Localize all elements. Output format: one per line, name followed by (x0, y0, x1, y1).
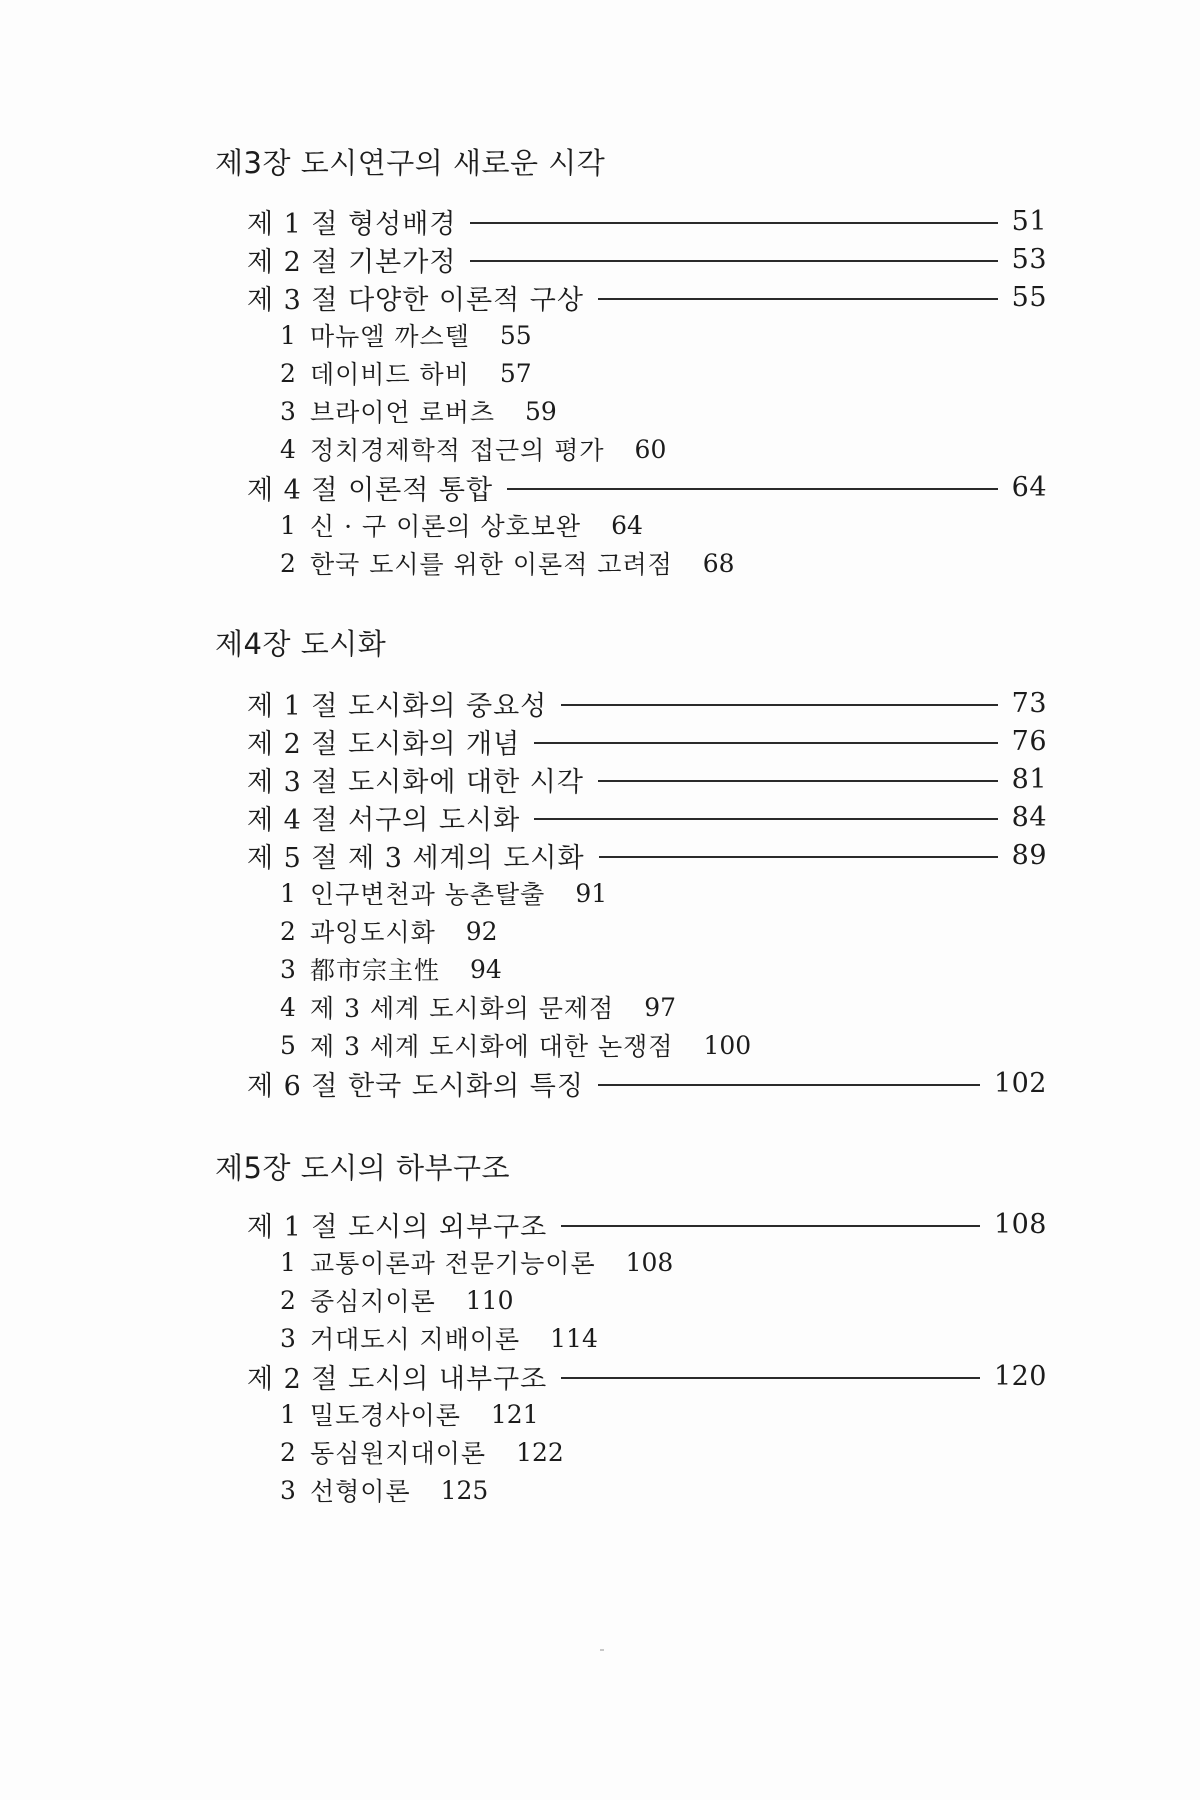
dot-leader-line (599, 856, 998, 858)
page-number: 68 (702, 548, 735, 578)
toc-section-entry[interactable] (247, 1357, 1047, 1395)
subsection-number: 3 (280, 396, 296, 426)
subsection-title: 인구변천과 농촌탈출 (310, 880, 546, 909)
page-number: 91 (575, 878, 608, 908)
toc-section-entry[interactable] (247, 278, 1047, 316)
toc-subsection-entry[interactable] (280, 1395, 539, 1433)
toc-subsection-entry[interactable] (280, 1281, 513, 1319)
subsection-number: 2 (280, 548, 296, 578)
toc-subsection-entry[interactable] (280, 430, 666, 468)
toc-section-entry[interactable] (247, 684, 1047, 722)
page-number: 55 (1011, 281, 1047, 313)
toc-subsection-entry[interactable] (280, 1026, 751, 1064)
subsection-title: 제 3 세계 도시화의 문제점 (310, 994, 615, 1023)
page-number: 120 (993, 1360, 1047, 1392)
subsection-title: 한국 도시를 위한 이론적 고려점 (310, 550, 673, 579)
toc-section-entry[interactable] (247, 468, 1047, 506)
chapter-title: 제3장 도시연구의 새로운 시각 (215, 146, 606, 180)
subsection-title: 신 · 구 이론의 상호보완 (310, 512, 582, 541)
toc-subsection-entry[interactable] (280, 316, 532, 354)
dot-leader-line (534, 742, 997, 744)
section-label: 제 4 절 서구의 도시화 (247, 804, 521, 836)
toc-section-entry[interactable] (247, 1064, 1047, 1102)
page-number: 110 (465, 1285, 514, 1315)
subsection-title: 거대도시 지배이론 (310, 1325, 521, 1354)
section-label: 제 3 절 도시화에 대한 시각 (247, 766, 584, 798)
chapter-title: 제4장 도시화 (215, 627, 387, 661)
subsection-number: 1 (280, 1247, 296, 1277)
page-number: 73 (1011, 687, 1047, 719)
page-number: 81 (1011, 763, 1047, 795)
section-label: 제 2 절 도시의 내부구조 (247, 1363, 548, 1395)
page-number: 55 (499, 320, 532, 350)
page-number: 84 (1011, 801, 1047, 833)
section-label: 제 2 절 도시화의 개념 (247, 728, 521, 760)
dot-leader-line (534, 818, 997, 820)
page-number: 108 (625, 1247, 674, 1277)
page-number: 97 (644, 992, 677, 1022)
page-number: 92 (465, 916, 498, 946)
page-number: 125 (440, 1475, 489, 1505)
subsection-number: 4 (280, 434, 296, 464)
page-number: 76 (1011, 725, 1047, 757)
section-label: 제 1 절 도시의 외부구조 (247, 1211, 548, 1243)
page-number: 102 (993, 1067, 1047, 1099)
toc-subsection-entry[interactable] (280, 1471, 488, 1509)
subsection-title: 과잉도시화 (310, 918, 436, 947)
dot-leader-line (561, 704, 997, 706)
subsection-title: 중심지이론 (310, 1287, 436, 1316)
section-label: 제 4 절 이론적 통합 (247, 474, 494, 506)
section-label: 제 2 절 기본가정 (247, 246, 457, 278)
subsection-number: 3 (280, 954, 296, 984)
dot-leader-line (598, 780, 998, 782)
toc-section-entry[interactable] (247, 1205, 1047, 1243)
toc-subsection-entry[interactable] (280, 1319, 598, 1357)
section-label: 제 1 절 형성배경 (247, 208, 457, 240)
page-number: 108 (993, 1208, 1047, 1240)
page-number: 59 (525, 396, 557, 426)
page-number: 89 (1011, 839, 1047, 871)
subsection-number: 2 (280, 1437, 296, 1467)
toc-subsection-entry[interactable] (280, 544, 735, 582)
page-number: 64 (611, 510, 643, 540)
page-number: 64 (1011, 471, 1047, 503)
subsection-number: 5 (280, 1030, 296, 1060)
page-number: 57 (499, 358, 532, 388)
scan-dust-mark (600, 1649, 604, 1651)
subsection-number: 4 (280, 992, 296, 1022)
dot-leader-line (598, 298, 998, 300)
toc-section-entry[interactable] (247, 798, 1047, 836)
page-number: 51 (1011, 205, 1047, 237)
subsection-number: 2 (280, 916, 296, 946)
toc-subsection-entry[interactable] (280, 988, 676, 1026)
toc-subsection-entry[interactable] (280, 874, 607, 912)
page-number: 114 (550, 1323, 598, 1353)
dot-leader-line (561, 1225, 980, 1227)
subsection-number: 3 (280, 1323, 296, 1353)
subsection-title: 都市宗主性 (310, 956, 441, 985)
toc-section-entry[interactable] (247, 760, 1047, 798)
toc-section-entry[interactable] (247, 836, 1047, 874)
section-label: 제 1 절 도시화의 중요성 (247, 690, 548, 722)
page-number: 122 (516, 1437, 564, 1467)
subsection-title: 교통이론과 전문기능이론 (310, 1249, 596, 1278)
toc-subsection-entry[interactable] (280, 1433, 564, 1471)
toc-subsection-entry[interactable] (280, 506, 643, 544)
chapter-title: 제5장 도시의 하부구조 (215, 1151, 511, 1185)
subsection-title: 데이비드 하비 (310, 360, 470, 389)
page-number: 53 (1011, 243, 1047, 275)
toc-subsection-entry[interactable] (280, 1243, 673, 1281)
toc-section-entry[interactable] (247, 722, 1047, 760)
subsection-number: 1 (280, 320, 296, 350)
toc-subsection-entry[interactable] (280, 912, 498, 950)
section-label: 제 6 절 한국 도시화의 특징 (247, 1070, 584, 1102)
section-label: 제 5 절 제 3 세계의 도시화 (247, 842, 585, 874)
page-number: 94 (470, 954, 502, 984)
page-number: 100 (703, 1030, 752, 1060)
subsection-number: 1 (280, 510, 296, 540)
subsection-title: 동심원지대이론 (310, 1439, 487, 1468)
dot-leader-line (561, 1377, 980, 1379)
subsection-number: 1 (280, 1399, 296, 1429)
subsection-number: 2 (280, 1285, 296, 1315)
subsection-number: 3 (280, 1475, 296, 1505)
dot-leader-line (470, 260, 997, 262)
page-number: 121 (490, 1399, 539, 1429)
subsection-title: 브라이언 로버츠 (310, 398, 495, 427)
subsection-title: 선형이론 (310, 1477, 411, 1506)
section-label: 제 3 절 다양한 이론적 구상 (247, 284, 584, 316)
subsection-title: 제 3 세계 도시화에 대한 논쟁점 (310, 1032, 674, 1061)
subsection-title: 마뉴엘 까스텔 (310, 322, 470, 351)
dot-leader-line (507, 488, 998, 490)
page-number: 60 (634, 434, 667, 464)
toc-section-entry[interactable] (247, 202, 1047, 240)
toc-section-entry[interactable] (247, 240, 1047, 278)
dot-leader-line (598, 1084, 980, 1086)
subsection-number: 1 (280, 878, 296, 908)
toc-subsection-entry[interactable] (280, 392, 557, 430)
subsection-title: 정치경제학적 접근의 평가 (310, 436, 605, 465)
subsection-title: 밀도경사이론 (310, 1401, 461, 1430)
toc-subsection-entry[interactable] (280, 950, 502, 988)
subsection-number: 2 (280, 358, 296, 388)
dot-leader-line (470, 222, 997, 224)
toc-subsection-entry[interactable] (280, 354, 532, 392)
